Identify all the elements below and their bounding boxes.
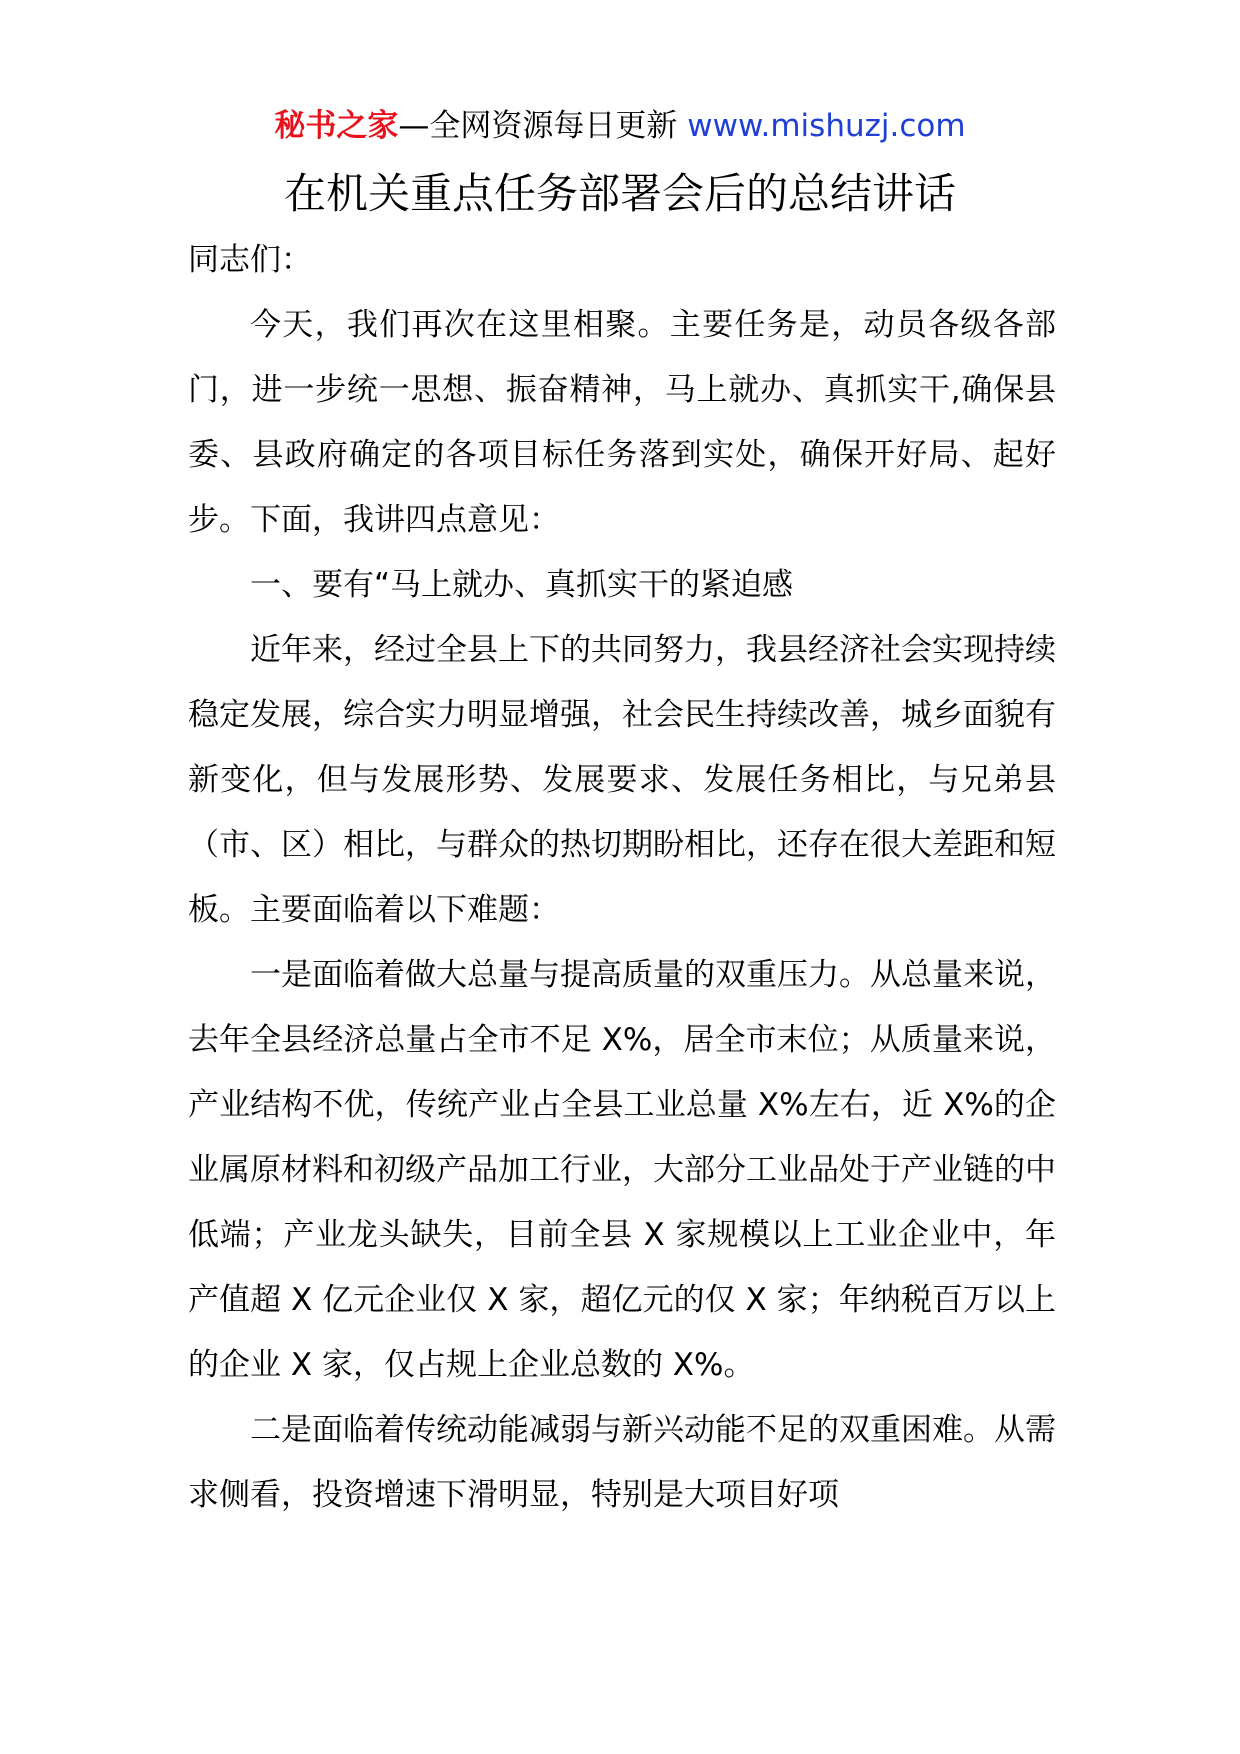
section-heading-1: 一、要有“马上就办、真抓实干的紧迫感 bbox=[250, 567, 794, 603]
document-body bbox=[188, 228, 1056, 1528]
paragraph-problem-1: 一是面临着做大总量与提高质量的双重压力。从总量来说，去年全县经济总量占全市不足 X%，居全市末位；从质量来说，产业结构不优，传统产业占全县工业总量 X%左右，近 X%的企业属原材料和初级产品加工行业，大部分工业品处于产业链的中低端；产业龙头缺失，目前全县 X 家规模以上工业企业中，年产值超 X 亿元企业仅 X 家，超亿元的仅 X 家；年纳税百万以上的企业 X 家，仅占规上企业总数的 X%。 bbox=[188, 957, 1056, 1383]
site-banner bbox=[0, 104, 1240, 148]
paragraph-intro: 今天，我们再次在这里相聚。主要任务是，动员各级各部门，进一步统一思想、振奋精神，马上就办、真抓实干,确保县委、县政府确定的各项目标任务落到实处，确保开好局、起好步。下面，我讲四点意见： bbox=[188, 307, 1056, 538]
brand-name: 秘书之家 bbox=[274, 108, 399, 144]
paragraph-situation: 近年来，经过全县上下的共同努力，我县经济社会实现持续稳定发展，综合实力明显增强，社会民生持续改善，城乡面貌有新变化，但与发展形势、发展要求、发展任务相比，与兄弟县（市、区）相比，与群众的热切期盼相比，还存在很大差距和短板。主要面临着以下难题： bbox=[188, 632, 1056, 928]
paragraph-problem-2: 二是面临着传统动能减弱与新兴动能不足的双重困难。从需求侧看，投资增速下滑明显，特别是大项目好项 bbox=[188, 1412, 1056, 1513]
document-title: 在机关重点任务部署会后的总结讲话 bbox=[283, 169, 956, 218]
salutation: 同志们： bbox=[188, 242, 312, 278]
banner-slogan: —全网资源每日更新 bbox=[398, 108, 678, 144]
site-url[interactable]: www.mishuzj.com bbox=[687, 108, 966, 144]
